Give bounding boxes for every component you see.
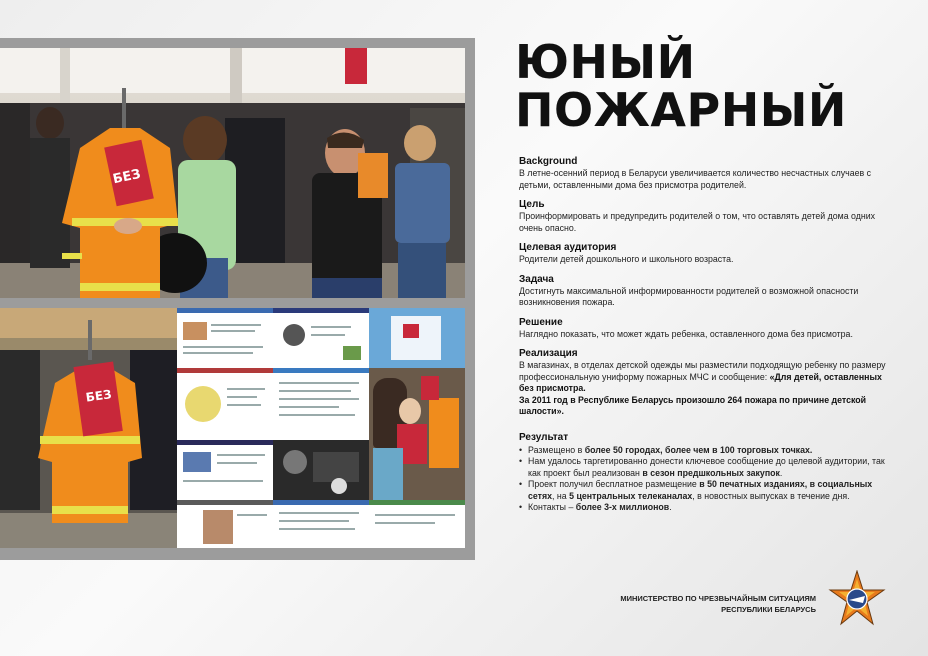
section-result [519,432,894,514]
result-list [519,445,894,514]
section-implementation [519,348,894,418]
section-goal [519,199,894,234]
section-audience [519,242,894,266]
clipping-thumbnail [273,500,369,548]
result-item [519,502,894,514]
result-text: Контакты – [528,502,576,512]
ministry-line-1: МИНИСТЕРСТВО ПО ЧРЕЗВЫЧАЙНЫМ СИТУАЦИЯМ [620,594,816,603]
clipping-thumbnail [177,308,273,368]
implementation-quote-2: За 2011 год в Республике Беларусь произошло 264 пожара по причине детской шалости». [519,394,867,416]
clipping-thumbnail [273,308,369,368]
section-text: В летне-осенний период в Беларуси увеличивается количество несчастных случаев с детьми, оставленными дома без присмотра родителей. [519,168,872,190]
section-task [519,274,894,309]
result-item [519,456,894,479]
result-highlight: более 3-х миллионов [575,502,670,512]
section-heading: Решение [519,316,563,328]
video-thumbnail [273,440,369,500]
result-text: . [779,467,783,478]
news-photo-thumbnail [369,368,465,500]
store-photo-shoppers [0,48,465,298]
section-text: Проинформировать и предупредить родителей о том, что оставлять детей дома одних очень опасно. [519,211,876,233]
section-text: Достигнуть максимальной информированности родителей о возможной опасности возникновения пожара. [519,285,859,307]
result-text: Размещено в [528,444,585,455]
emergency-ministry-emblem-icon [828,570,886,628]
result-highlight: более 50 городах, более чем в 100 торговых точках. [584,444,813,455]
result-text: Нам удалось таргетированно донести ключевое сообщение до целевой аудитории, так как проект был реализован [528,456,885,478]
uniform-photo [0,308,177,548]
ministry-name [620,593,816,615]
title-line-2: ПОЖАРНЫЙ [515,83,847,137]
section-background [519,156,894,191]
photo-collage [0,38,475,560]
clipping-thumbnail [177,368,273,440]
clipping-thumbnail [177,500,273,548]
result-text: . [669,502,672,512]
result-text: , на [552,490,570,501]
clipping-thumbnail [369,500,465,548]
ministry-line-2: РЕСПУБЛИКИ БЕЛАРУСЬ [721,605,816,614]
section-text [519,360,894,418]
result-item [519,445,894,457]
svg-text:БЕЗ: БЕЗ [111,166,143,188]
section-heading: Реализация [519,348,578,359]
case-description [519,156,894,522]
section-heading: Целевая аудитория [519,242,617,253]
section-solution [519,317,894,341]
result-item [519,479,894,502]
svg-text:БЕЗ: БЕЗ [84,387,113,405]
implementation-quote-1: «Для детей, оставленных без присмотра. [519,371,882,393]
result-text: Проект получил бесплатное размещение [528,479,700,489]
section-text: Наглядно показать, что может ждать ребенка, оставленного дома без присмотра. [519,328,853,339]
section-heading: Результат [519,431,569,443]
result-highlight: в 50 печатных изданиях, в социальных сетях [528,479,873,501]
section-text: Родители детей дошкольного и школьного возраста. [519,254,734,264]
media-clippings-grid [177,308,465,548]
clipping-thumbnail [177,440,273,500]
section-heading: Задача [519,273,554,285]
result-text: , в новостных выпусках в течение дня. [692,490,850,501]
section-heading: Цель [519,199,545,210]
result-highlight: 5 центральных телеканалах [569,490,693,501]
page-title [515,35,915,137]
title-line-1: ЮНЫЙ [515,35,696,89]
result-highlight: в сезон предшкольных закупок [642,467,780,478]
clipping-thumbnail [273,368,369,440]
implementation-text: В магазинах, в отделах детской одежды мы разместили подходящую ребенку по размеру профессиональную униформу пожарных МЧС и сообщение: [519,360,886,382]
section-heading: Background [519,156,578,167]
clipping-thumbnail [369,308,465,368]
